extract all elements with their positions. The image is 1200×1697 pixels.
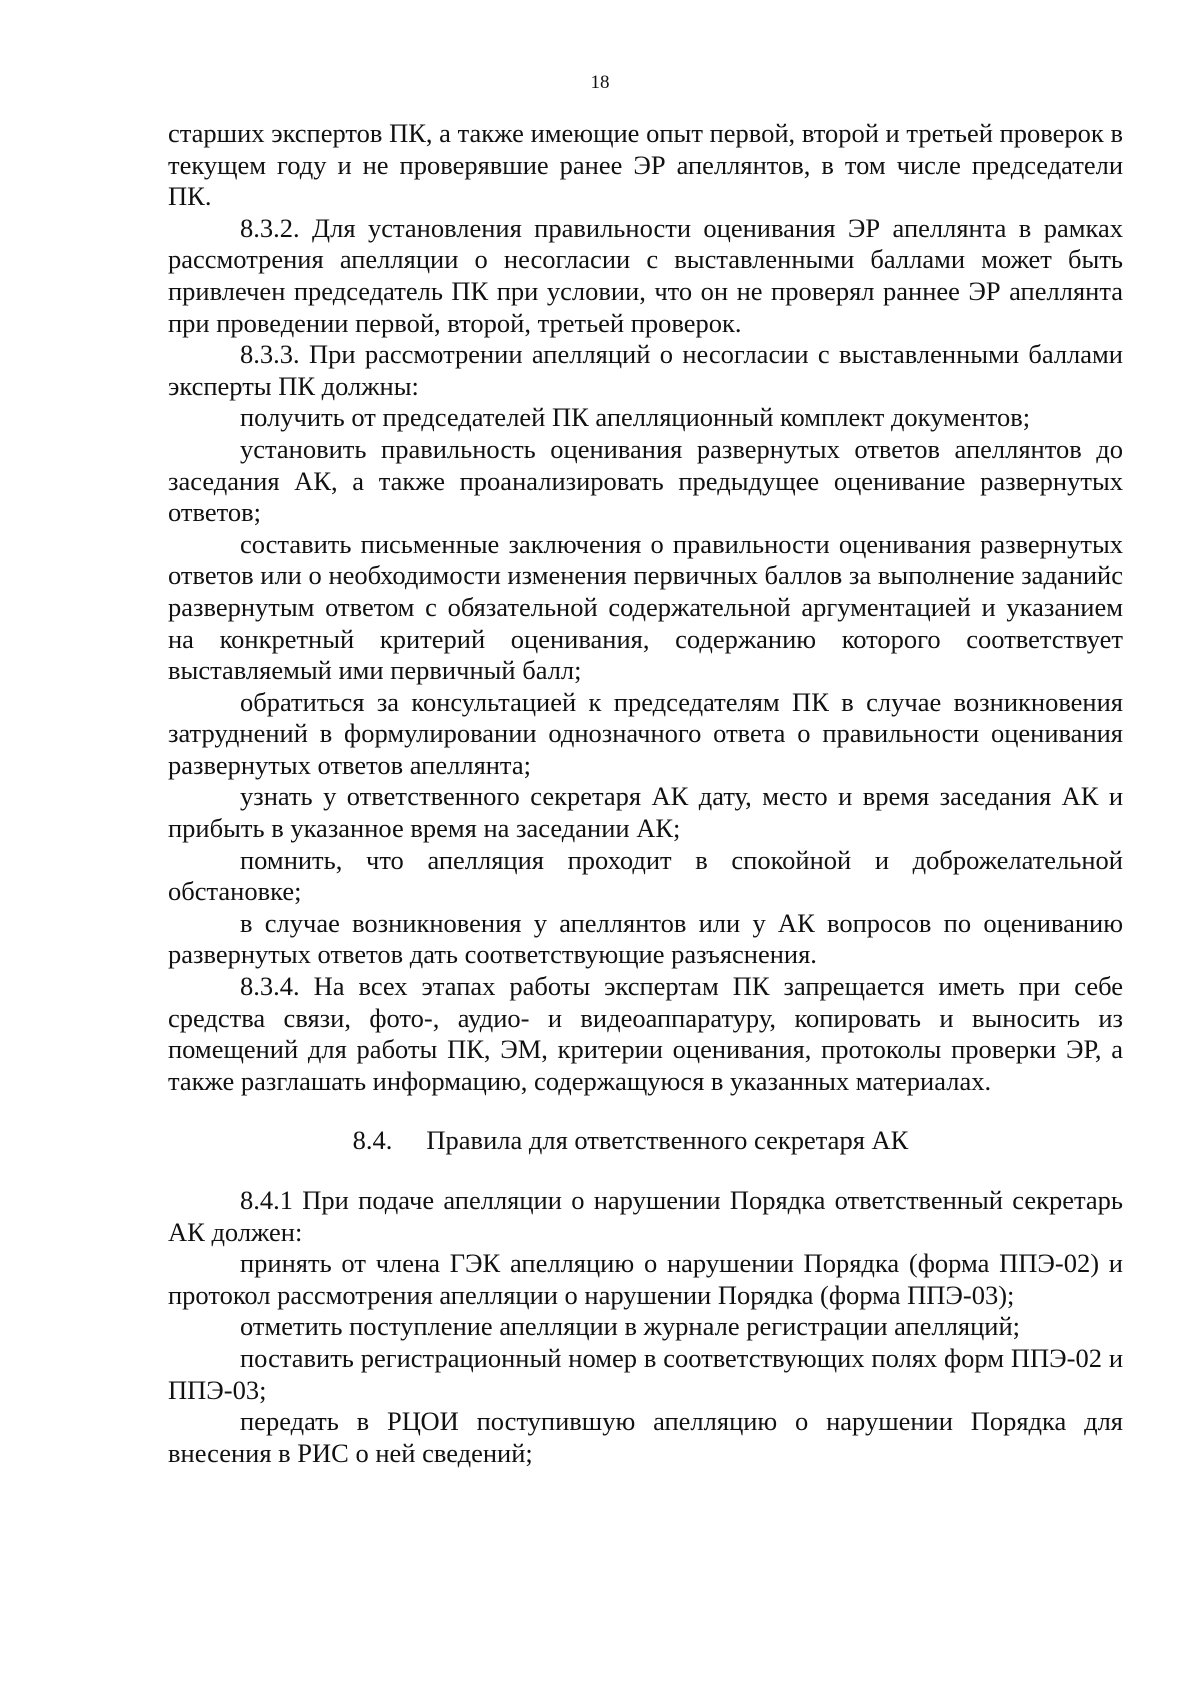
list-item-register-appeal: отметить поступление апелляции в журнале регистрации апелляций; <box>240 1311 1021 1342</box>
paragraph-continuation: старших экспертов ПК, а также имеющие опыт первой, второй и третьей проверок в текущем году и не проверявшие ранее ЭР апеллянтов, в том числе председатели ПК. <box>168 118 1123 212</box>
section-heading <box>168 1125 1123 1157</box>
list-item-write-conclusions: составить письменные заключения о правильности оценивания развернутых ответов или о необходимости изменения первичных баллов за выполнение заданийс развернутым ответом с обязательной содержательной аргументацией и указанием на конкретный критерий оценивания, содержанию которого соответствует выставляемый ими первичный балл; <box>168 528 1123 686</box>
list-item-establish-correctness: установить правильность оценивания развернутых ответов апеллянтов до заседания АК, а также проанализировать предыдущее оценивание развернутых ответов; <box>168 433 1123 528</box>
list-item-give-explanations: в случае возникновения у апеллянтов или у АК вопросов по оцениванию развернутых ответов дать соответствующие разъяснения. <box>168 907 1123 970</box>
list-item-transfer-to-rcoi: передать в РЦОИ поступившую апелляцию о нарушении Порядка для внесения в РИС о ней сведений; <box>168 1406 1123 1468</box>
page-number: 18 <box>590 72 610 93</box>
section-number: 8.4. <box>352 1125 393 1156</box>
paragraph-8-4-1: 8.4.1 При подаче апелляции о нарушении Порядка ответственный секретарь АК должен: <box>168 1185 1123 1247</box>
list-item-get-documents: получить от председателей ПК апелляционный комплект документов; <box>240 402 1031 433</box>
list-item-remember-atmosphere: помнить, что апелляция проходит в спокойной и доброжелательной обстановке; <box>168 844 1123 907</box>
paragraph-8-3-3: 8.3.3. При рассмотрении апелляций о несогласии с выставленными баллами эксперты ПК должны: <box>168 339 1123 401</box>
list-item-accept-appeal: принять от члена ГЭК апелляцию о нарушении Порядка (форма ППЭ-02) и протокол рассмотрения апелляции о нарушении Порядка (форма ППЭ-03); <box>168 1248 1123 1310</box>
list-item-assign-number: поставить регистрационный номер в соответствующих полях форм ППЭ-02 и ППЭ-03; <box>168 1342 1123 1405</box>
list-item-learn-meeting-details: узнать у ответственного секретаря АК дату, место и время заседания АК и прибыть в указанное время на заседании АК; <box>168 781 1123 844</box>
section-title: Правила для ответственного секретаря АК <box>426 1125 909 1156</box>
paragraph-8-3-4: 8.3.4. На всех этапах работы экспертам ПК запрещается иметь при себе средства связи, фото-, аудио- и видеоаппаратуру, копировать и выносить из помещений для работы ПК, ЭМ, критерии оценивания, протоколы проверки ЭР, а также разглашать информацию, содержащуюся в указанных материалах. <box>168 971 1123 1096</box>
paragraph-8-3-2: 8.3.2. Для установления правильности оценивания ЭР апеллянта в рамках рассмотрения апелляции о несогласии с выставленными баллами может быть привлечен председатель ПК при условии, что он не проверял раннее ЭР апеллянта при проведении первой, второй, третьей проверок. <box>168 212 1123 338</box>
heading-spacer <box>168 1157 1123 1185</box>
list-item-consult-chairs: обратиться за консультацией к председателям ПК в случае возникновения затруднений в формулировании однозначного ответа о правильности оценивания развернутых ответов апеллянта; <box>168 686 1123 780</box>
document-body <box>168 118 1123 1469</box>
